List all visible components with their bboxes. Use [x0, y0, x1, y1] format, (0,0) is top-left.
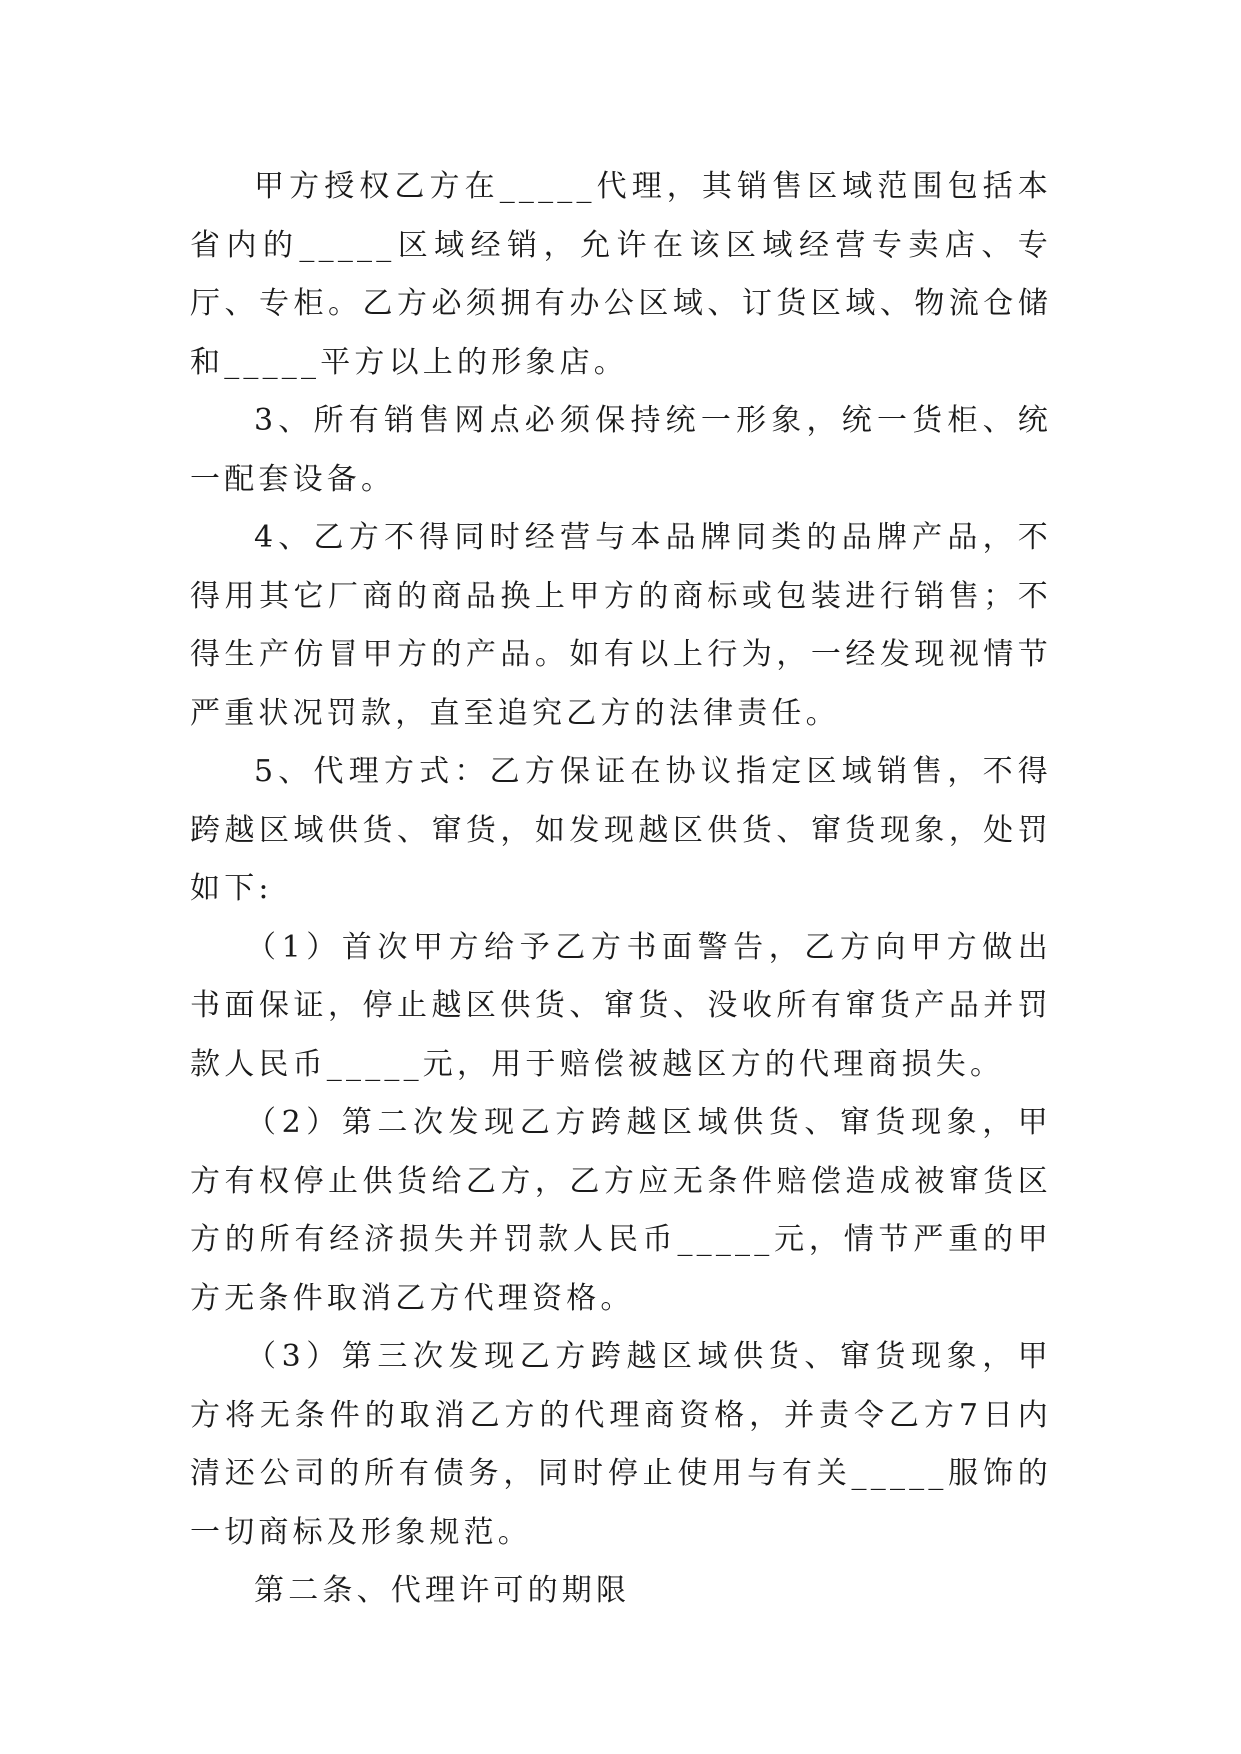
section-heading-article-2: 第二条、代理许可的期限	[254, 1573, 631, 1608]
paragraph-clause-3: 3、所有销售网点必须保持统一形象，统一货柜、统一配套设备。	[190, 403, 1052, 497]
paragraph-clause-4: 4、乙方不得同时经营与本品牌同类的品牌产品，不得用其它厂商的商品换上甲方的商标或包装进行销售；不得生产仿冒甲方的产品。如有以上行为，一经发现视情节严重状况罚款，直至追究乙方的法律责任。	[190, 520, 1052, 731]
paragraph-clause-5: 5、代理方式：乙方保证在协议指定区域销售，不得跨越区域供货、窜货，如发现越区供货、窜货现象，处罚如下:	[190, 754, 1052, 906]
paragraph-penalty-3: （3）第三次发现乙方跨越区域供货、窜货现象，甲方将无条件的取消乙方的代理商资格，并责令乙方7日内清还公司的所有债务，同时停止使用与有关_____服饰的一切商标及形象规范。	[190, 1339, 1052, 1550]
paragraph-authorization: 甲方授权乙方在_____代理，其销售区域范围包括本省内的_____区域经销，允许在该区域经营专卖店、专厅、专柜。乙方必须拥有办公区域、订货区域、物流仓储和_____平方以上的形象店。	[190, 169, 1052, 380]
paragraph-penalty-2: （2）第二次发现乙方跨越区域供货、窜货现象，甲方有权停止供货给乙方，乙方应无条件赔偿造成被窜货区方的所有经济损失并罚款人民币_____元，情节严重的甲方无条件取消乙方代理资格。	[190, 1105, 1052, 1316]
document-page	[190, 158, 1052, 1621]
paragraph-penalty-1: （1）首次甲方给予乙方书面警告，乙方向甲方做出书面保证，停止越区供货、窜货、没收所有窜货产品并罚款人民币_____元，用于赔偿被越区方的代理商损失。	[190, 929, 1052, 1082]
